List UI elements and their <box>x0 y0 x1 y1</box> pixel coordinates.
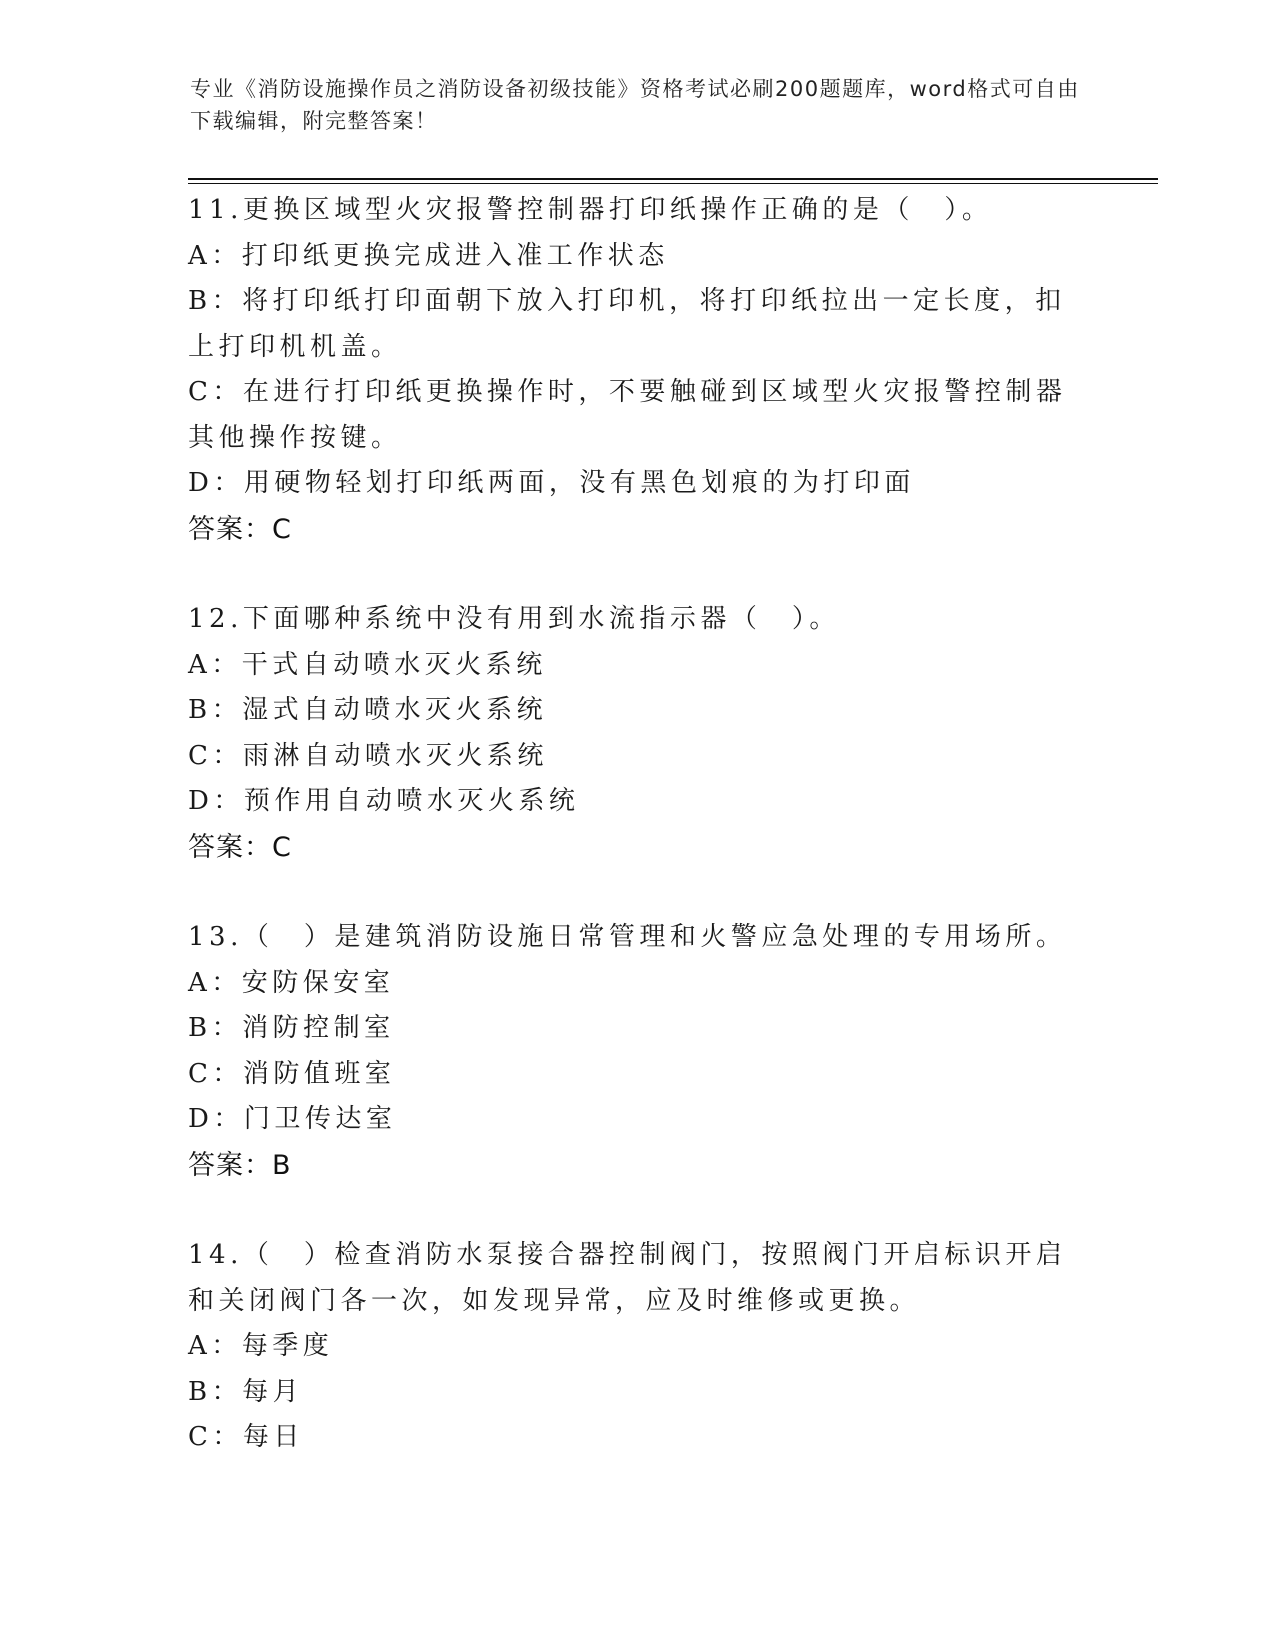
option-c: C：雨淋自动喷水灭火系统 <box>188 740 548 771</box>
option-c: C：消防值班室 <box>188 1058 396 1089</box>
question-12 <box>188 597 1088 870</box>
option-b: B：每月 <box>188 1376 304 1407</box>
question-14 <box>188 1233 1088 1461</box>
question-stem: 11.更换区域型火灾报警控制器打印纸操作正确的是（ ）。 <box>188 195 993 225</box>
option-a: A：安防保安室 <box>188 967 395 998</box>
answer-label: 答案：B <box>188 1149 292 1181</box>
question-13 <box>188 915 1088 1188</box>
question-stem: 13.（ ）是建筑消防设施日常管理和火警应急处理的专用场所。 <box>188 922 1067 952</box>
question-stem: 14.（ ）检查消防水泵接合器控制阀门，按照阀门开启标识开启和关闭阀门各一次，如发现异常，应及时维修或更换。 <box>188 1240 1067 1316</box>
option-b: B：消防控制室 <box>188 1013 395 1043</box>
option-a: A：每季度 <box>188 1331 334 1361</box>
question-stem: 12.下面哪种系统中没有用到水流指示器（ ）。 <box>188 604 840 634</box>
option-d: D：预作用自动喷水灭火系统 <box>188 786 580 816</box>
option-c: C：在进行打印纸更换操作时，不要触碰到区域型火灾报警控制器其他操作按键。 <box>188 377 1067 453</box>
question-11 <box>188 188 1088 552</box>
option-d: D：用硬物轻划打印纸两面，没有黑色划痕的为打印面 <box>188 468 915 498</box>
header-divider-thick <box>188 178 1158 180</box>
question-list <box>188 188 1088 1506</box>
answer-label: 答案：C <box>188 513 292 545</box>
option-a: A：打印纸更换完成进入准工作状态 <box>188 240 669 271</box>
option-a: A：干式自动喷水灭火系统 <box>188 649 547 680</box>
option-b: B：将打印纸打印面朝下放入打印机，将打印纸拉出一定长度，扣上打印机机盖。 <box>188 286 1066 362</box>
option-b: B：湿式自动喷水灭火系统 <box>188 695 548 725</box>
answer-label: 答案：C <box>188 831 292 863</box>
header-divider-thin <box>188 183 1158 184</box>
option-d: D：门卫传达室 <box>188 1104 397 1134</box>
document-header: 专业《消防设施操作员之消防设备初级技能》资格考试必刷200题题库，word格式可自由下载编辑，附完整答案！ <box>190 77 1080 133</box>
option-c: C：每日 <box>188 1422 304 1452</box>
